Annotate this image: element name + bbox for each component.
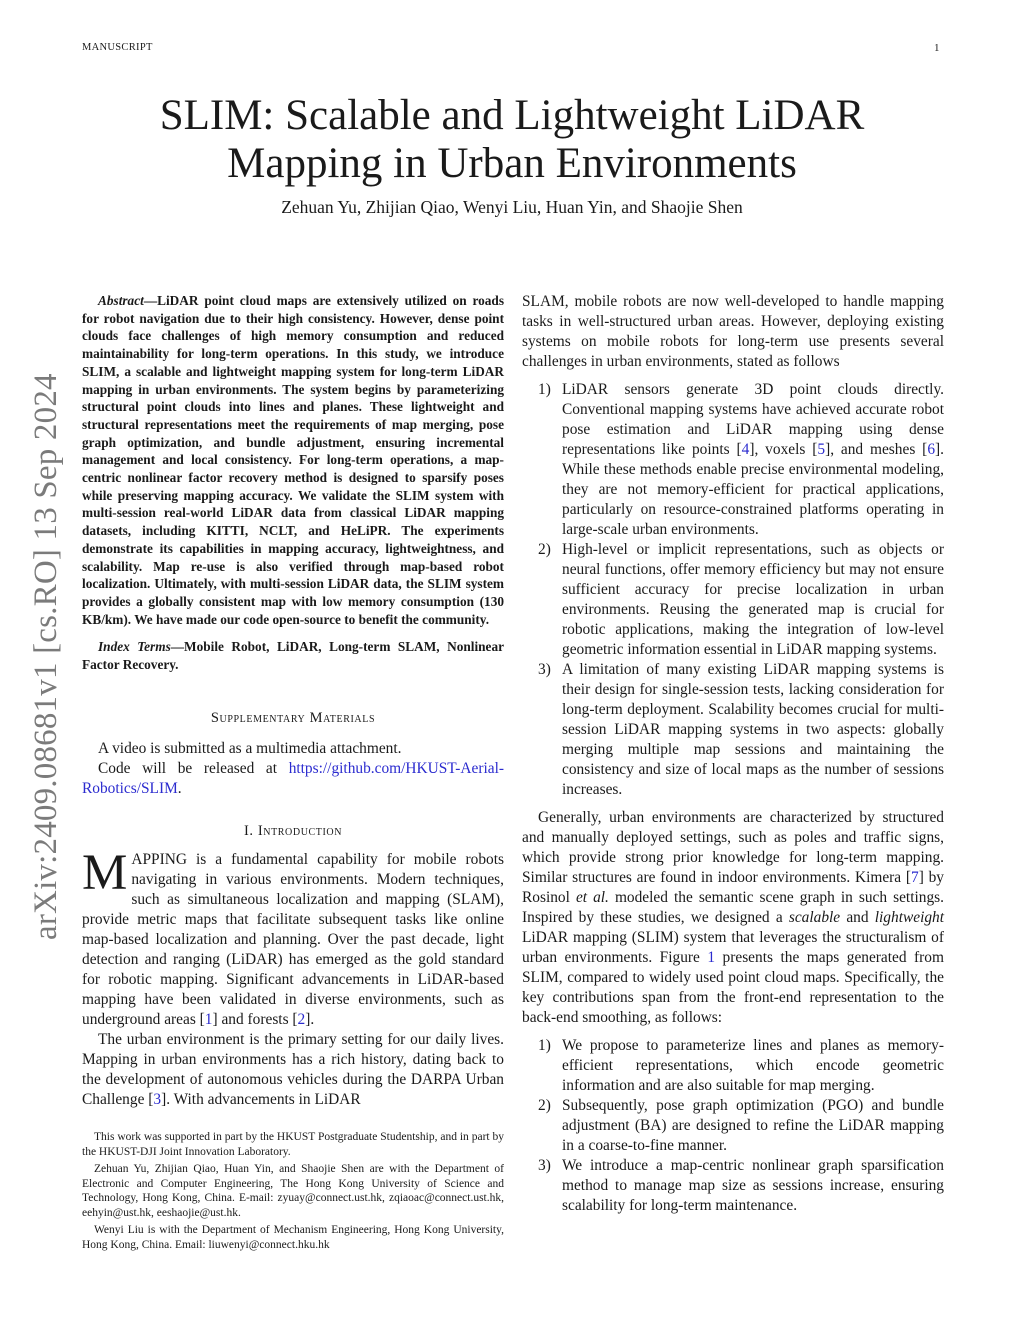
et-al: et al.	[575, 889, 609, 906]
list-item	[522, 660, 944, 800]
citation-4[interactable]: 4	[741, 441, 750, 458]
intro-p2-text-b: ]. With advancements in LiDAR	[161, 1090, 361, 1108]
intro-p1-text-b: ] and forests [	[212, 1010, 298, 1028]
general-text-a: Generally, urban environments are characterized by structured and manually deployed settings, such as poles and traffic signs, which provide strong prior knowledge for long-term mapping. Similar structures are found in indoor environments. Kimera [	[522, 809, 944, 886]
abstract	[82, 292, 504, 628]
citation-7[interactable]: 7	[911, 869, 919, 886]
footnotes	[82, 1130, 504, 1255]
index-terms-text: —Mobile Robot, LiDAR, Long-term SLAM, Nonlinear Factor Recovery.	[82, 639, 504, 673]
emph-scalable: scalable	[788, 909, 841, 926]
footnote-affiliation-hkust: Zehuan Yu, Zhijian Qiao, Huan Yin, and Shaojie Shen are with the Department of Electronic and Computer Engineering, The Hong Kong University of Science and Technology, Hong Kong, China. E-mail: zyuay@connect.ust.hk, zqiaoac@connect.ust.hk, eehyin@ust.hk, eeshaojie@ust.hk.	[82, 1163, 504, 1219]
challenges-list	[522, 380, 944, 800]
left-column	[82, 292, 504, 1110]
drop-cap: M	[82, 844, 128, 901]
list-text: High-level or implicit representations, such as objects or neural functions, offer memory efficiency but may not ensure sufficient accuracy for precise localization in urban environments. Reusing the generated map is crucial for robotic applications, making the integration of low-level geometric information essential in LiDAR mapping systems.	[562, 541, 944, 658]
supplementary-code-line	[82, 759, 504, 799]
arxiv-stamp: arXiv:2409.08681v1 [cs.RO] 13 Sep 2024	[28, 373, 64, 940]
running-header: MANUSCRIPT	[82, 42, 153, 53]
list-number: 3)	[538, 661, 551, 678]
page-number: 1	[934, 42, 940, 54]
general-text-c: modeled the semantic scene graph in such settings. Inspired by these studies, we designed a	[522, 889, 944, 926]
general-text-and: and	[840, 909, 875, 926]
index-terms	[82, 638, 504, 673]
paper-title: SLIM: Scalable and Lightweight LiDAR Mapping in Urban Environments	[159, 92, 865, 187]
supplementary-video-line: A video is submitted as a multimedia attachment.	[98, 739, 402, 757]
contributions-list	[522, 1036, 944, 1216]
abstract-text: —LiDAR point cloud maps are extensively utilized on roads for robot navigation due to their high consistency. However, dense point clouds face challenges of high memory consumption and reduced maintainability for long-term operations. In this study, we introduce SLIM, a scalable and lightweight mapping system for long-term LiDAR mapping in urban environments. The system begins by parameterizing structural point clouds into lines and planes. These lightweight and structural representations meet the requirements of map merging, pose graph optimization, and bundle adjustment, ensuring incremental management and local consistency. For long-term operations, a map-centric nonlinear factor recovery method is designed to sparsify poses while preserving mapping accuracy. We validate the SLIM system with multi-session real-world LiDAR data from classical LiDAR mapping datasets, including KITTI, NCLT, and HeLiPR. The experiments demonstrate its capabilities in mapping accuracy, lightweightness, and scalability. Map re-use is also verified through map-based robot localization. Ultimately, with multi-session LiDAR data, the SLIM system provides a globally consistent map with low memory consumption (130 KB/km). We have made our code open-source to benefit the community.	[82, 293, 504, 627]
list-item	[522, 1036, 944, 1096]
list-text: We introduce a map-centric nonlinear graph sparsification method to manage map size as sessions increase, ensuring scalability for long-term maintenance.	[562, 1157, 944, 1214]
abstract-lead: Abstract	[98, 293, 144, 308]
list-number: 1)	[538, 1037, 551, 1054]
list-item	[522, 540, 944, 660]
citation-6[interactable]: 6	[927, 441, 936, 458]
index-terms-lead: Index Terms	[98, 639, 171, 655]
intro-continued: SLAM, mobile robots are now well-developed to handle mapping tasks in well-structured urban areas. However, deploying existing systems on mobile robots for long-term use presents several challenges in urban environments, stated as follows	[522, 293, 944, 370]
citation-3[interactable]: 3	[153, 1090, 162, 1108]
intro-p2-text-a: The urban environment is the primary setting for our daily lives. Mapping in urban environments has a rich history, dating back to the development of autonomous vehicles during the DARPA Urban Challenge [	[82, 1030, 504, 1108]
footnote-funding: This work was supported in part by the HKUST Postgraduate Studentship, and in part by the HKUST-DJI Joint Innovation Laboratory.	[82, 1131, 504, 1158]
list-text: ], and meshes [	[825, 441, 928, 458]
list-text: ]. While these methods enable precise environmental modeling, they are not memory-efficient for practical applications, particularly on resource-constrained platforms operating in large-scale urban environments.	[562, 441, 944, 538]
author-list: Zehuan Yu, Zhijian Qiao, Wenyi Liu, Huan Yin, and Shaojie Shen	[281, 197, 743, 217]
intro-paragraph-1	[82, 844, 504, 1030]
general-text-d: LiDAR mapping (SLIM) system that leverages the structuralism of urban environments. Figure	[522, 929, 944, 966]
list-item	[522, 1156, 944, 1216]
code-line-prefix: Code will be released at	[98, 759, 289, 777]
list-item	[522, 380, 944, 540]
citation-1[interactable]: 1	[204, 1010, 213, 1028]
supplementary-heading: Supplementary Materials	[210, 709, 376, 726]
list-number: 1)	[538, 381, 551, 398]
footnote-affiliation-hku: Wenyi Liu is with the Department of Mechanism Engineering, Hong Kong University, Hong Kong, China. Email: liuwenyi@connect.hku.hk	[82, 1224, 504, 1251]
list-text: LiDAR sensors generate 3D point clouds directly. Conventional mapping systems have achieved accurate robot pose estimation and LiDAR mapping using dense representations like points [	[562, 381, 944, 458]
general-text-e: presents the maps generated from SLIM, compared to widely used point cloud maps. Specifically, the key contributions span from the front-end representation to the back-end smoothing, as follows:	[522, 949, 944, 1026]
citation-5[interactable]: 5	[817, 441, 826, 458]
introduction-heading: I. Introduction	[243, 822, 343, 839]
right-column	[522, 292, 944, 1224]
list-text: We propose to parameterize lines and planes as memory-efficient representations, which encode geometric information and are also suitable for map merging.	[562, 1037, 944, 1094]
general-paragraph	[522, 808, 944, 1028]
intro-p1-text-a: APPING is a fundamental capability for mobile robots navigating in various environments. Modern techniques, such as simultaneous localization and mapping (SLAM), provide metric maps that facilitate subsequent tasks like online map-based localization and planning. Over the past decade, light detection and ranging (LiDAR) has emerged as the gold standard for robotic mapping. Significant advancements in LiDAR-based mapping have been validated in diverse environments, such as underground areas [	[82, 850, 504, 1028]
github-link[interactable]: https://github.com/HKUST-Aerial-Robotics/SLIM	[82, 759, 504, 797]
emph-lightweight: lightweight	[874, 909, 945, 926]
intro-p1-text-c: ].	[305, 1010, 315, 1028]
citation-2[interactable]: 2	[297, 1010, 306, 1028]
list-number: 3)	[538, 1157, 551, 1174]
figure-1-link[interactable]: 1	[707, 949, 716, 966]
list-text: Subsequently, pose graph optimization (PGO) and bundle adjustment (BA) are designed to refine the LiDAR mapping in a coarse-to-fine manner.	[562, 1097, 944, 1154]
intro-paragraph-2	[82, 1030, 504, 1110]
list-number: 2)	[538, 541, 551, 558]
list-text: ], voxels [	[749, 441, 818, 458]
list-number: 2)	[538, 1097, 551, 1114]
general-text-b: ] by Rosinol	[522, 869, 944, 906]
list-text: A limitation of many existing LiDAR mapping systems is their design for single-session tests, lacking consideration for long-term deployment. Scalability becomes crucial for multi-session LiDAR mapping systems in two aspects: globally merging multiple map sessions and maintaining the consistency and size of local maps as the number of sessions increases.	[562, 661, 944, 798]
list-item	[522, 1096, 944, 1156]
code-line-suffix: .	[177, 779, 182, 797]
